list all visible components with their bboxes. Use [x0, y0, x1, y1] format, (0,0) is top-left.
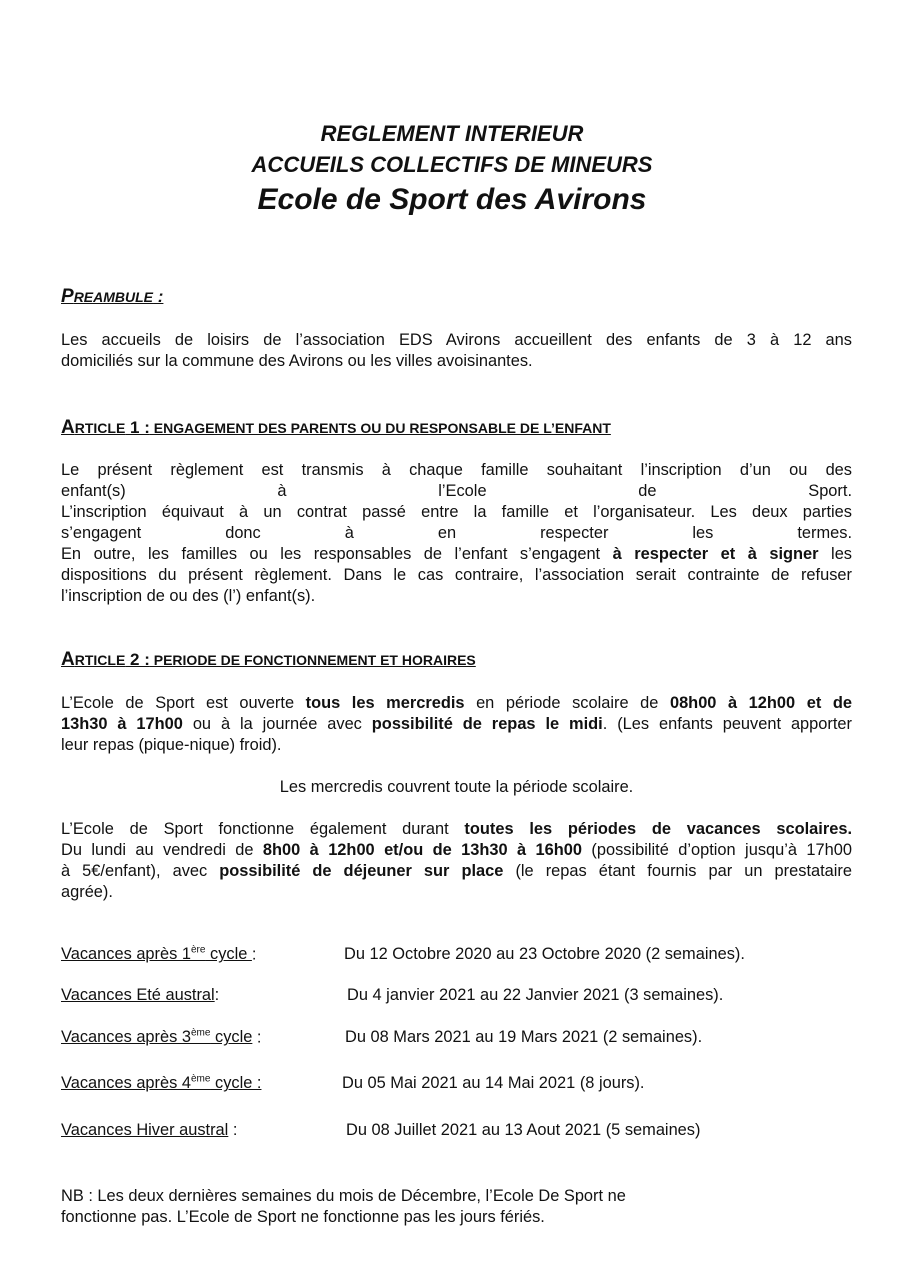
preambule-heading: PREAMBULE : — [61, 286, 164, 307]
title-ecole: Ecole de Sport des Avirons — [257, 183, 647, 216]
vacances-dates: Du 4 janvier 2021 au 22 Janvier 2021 (3 semaines). — [347, 986, 724, 1004]
nb-note: NB : Les deux dernières semaines du mois de Décembre, l’Ecole De Sport ne fonctionne pas. L’Ecole de Sport ne fonctionne pas les jours fériés. — [61, 1187, 626, 1226]
mercredis-note: Les mercredis couvrent toute la période scolaire. — [279, 778, 634, 796]
article2-paragraph-mercredis: L’Ecole de Sport est ouverte tous les mercredis en période scolaire de 08h00 à 12h00 et de 13h30 à 17h00 ou à la journée avec possibilité de repas le midi. (Les enfants peuvent apporter leur repas (pique-nique) froid). — [61, 694, 852, 754]
title-reglement: REGLEMENT INTERIEUR — [320, 121, 584, 146]
vacances-row: Vacances après 3ème cycle : Du 08 Mars 2021 au 19 Mars 2021 (2 semaines). — [61, 1028, 703, 1047]
article1-heading: ARTICLE 1 : ENGAGEMENT DES PARENTS OU DU RESPONSABLE DE L’ENFANT — [61, 417, 611, 438]
vacances-row: Vacances Eté austral: Du 4 janvier 2021 au 22 Janvier 2021 (3 semaines). — [61, 986, 724, 1004]
vacances-dates: Du 08 Juillet 2021 au 13 Aout 2021 (5 semaines) — [346, 1121, 701, 1139]
vacances-row: Vacances après 1ère cycle : Du 12 Octobre 2020 au 23 Octobre 2020 (2 semaines). — [61, 945, 745, 964]
vacances-dates: Du 05 Mai 2021 au 14 Mai 2021 (8 jours). — [342, 1074, 645, 1092]
vacances-dates: Du 12 Octobre 2020 au 23 Octobre 2020 (2 semaines). — [344, 945, 745, 963]
preambule-paragraph: Les accueils de loisirs de l’association EDS Avirons accueillent des enfants de 3 à 12 ans domiciliés sur la commune des Avirons ou les villes avoisinantes. — [61, 331, 852, 370]
title-accueils: ACCUEILS COLLECTIFS DE MINEURS — [251, 152, 653, 177]
vacances-row: Vacances après 4ème cycle : Du 05 Mai 2021 au 14 Mai 2021 (8 jours). — [61, 1074, 645, 1093]
article2-paragraph-vacances: L’Ecole de Sport fonctionne également durant toutes les périodes de vacances scolaires. Du lundi au vendredi de 8h00 à 12h00 et/ou de 13h30 à 16h00 (possibilité d’option jusqu’à 17h00 à 5€/enfant), avec possibilité de déjeuner sur place (le repas étant fournis par un prestataire agrée). — [61, 820, 852, 901]
article2-heading: ARTICLE 2 : PERIODE DE FONCTIONNEMENT ET HORAIRES — [61, 649, 476, 670]
vacances-row: Vacances Hiver austral : Du 08 Juillet 2021 au 13 Aout 2021 (5 semaines) — [61, 1121, 701, 1139]
article1-paragraph: Le présent règlement est transmis à chaque famille souhaitant l’inscription d’un ou des enfant(s) à l’Ecole de Sport. L’inscription équivaut à un contrat passé entre la famille et l’organisateur. Les deux parties s’engagent donc à en respecter les termes. En outre, les familles ou les responsables de l’enfant s’engagent à respecter et à signer les dispositions du présent règlement. Dans le cas contraire, l’association serait contrainte de refuser l’inscription de ou des (l’) enfant(s). — [61, 461, 853, 605]
vacances-dates: Du 08 Mars 2021 au 19 Mars 2021 (2 semaines). — [345, 1028, 703, 1046]
